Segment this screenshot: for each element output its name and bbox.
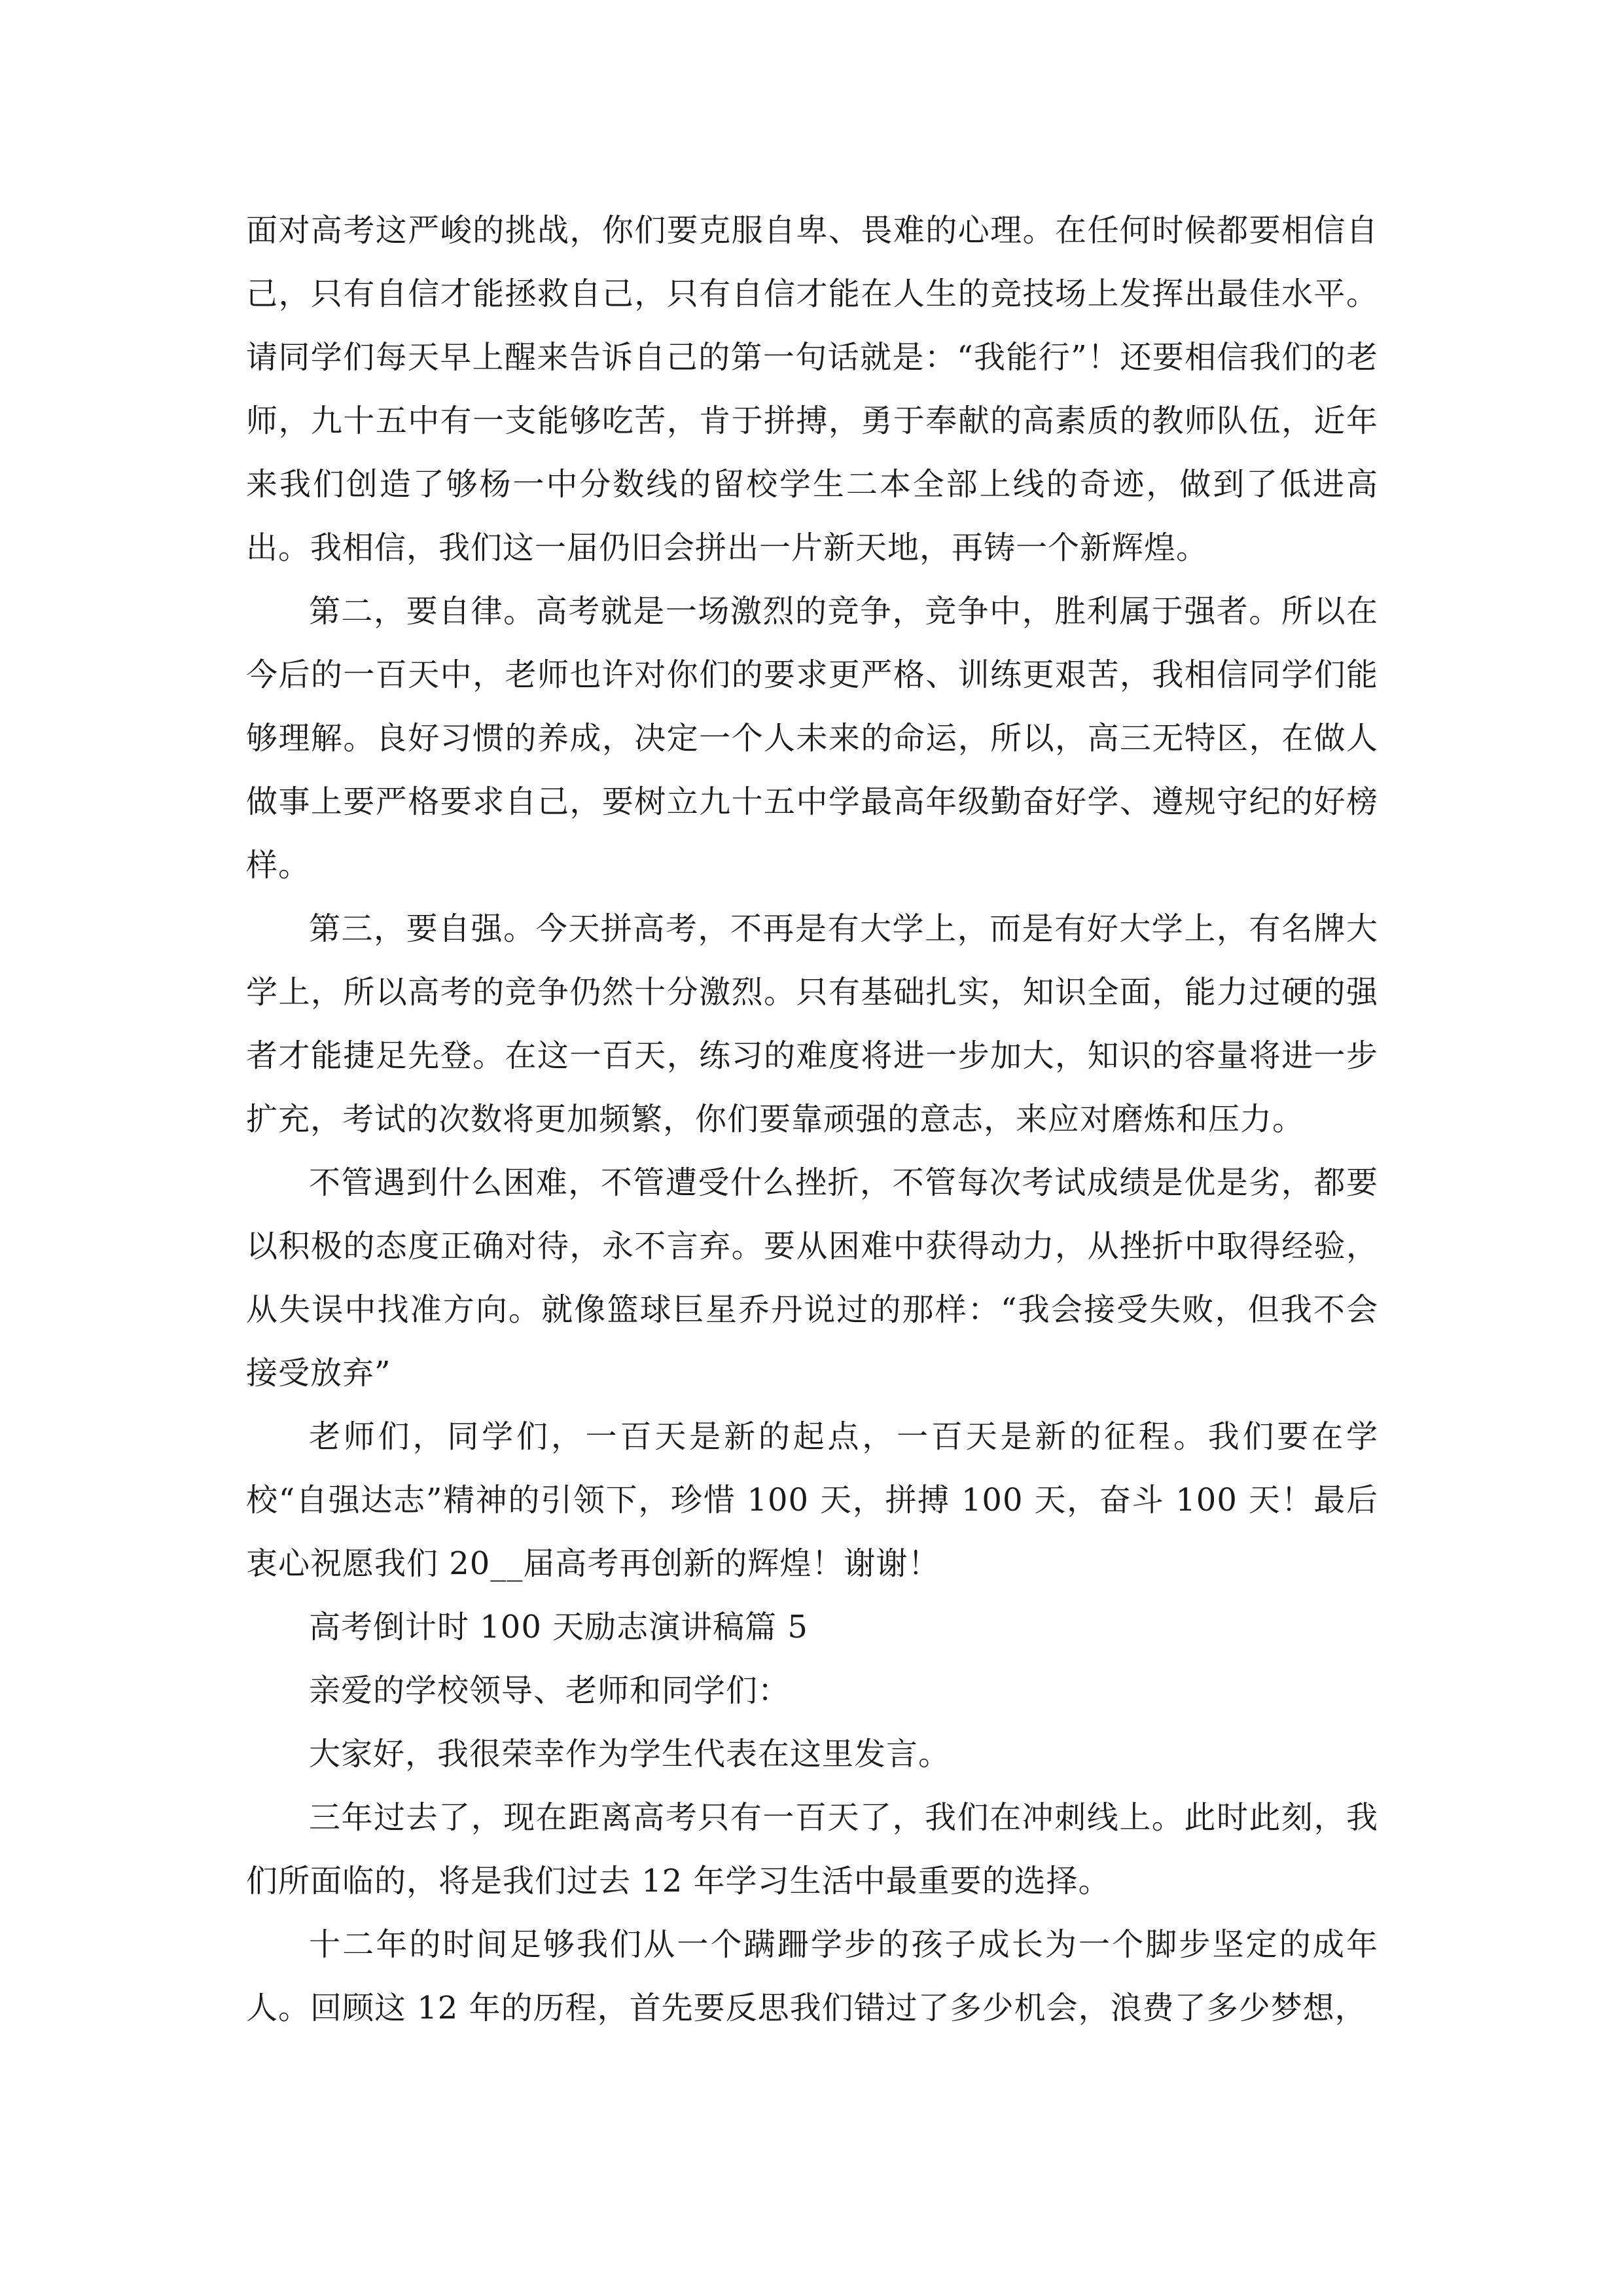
salutation: 亲爱的学校领导、老师和同学们： bbox=[309, 1672, 791, 1709]
paragraph-three-years: 三年过去了，现在距离高考只有一百天了，我们在冲刺线上。此时此刻，我们所面临的，将是我们过去 12 年学习生活中最重要的选择。 bbox=[246, 1799, 1378, 1899]
paragraph-confidence: 面对高考这严峻的挑战，你们要克服自卑、畏难的心理。在任何时候都要相信自己，只有自信才能拯救自己，只有自信才能在人生的竞技场上发挥出最佳水平。请同学们每天早上醒来告诉自己的第一句话就是：“我能行”！还要相信我们的老师，九十五中有一支能够吃苦，肯于拼搏，勇于奉献的高素质的教师队伍，近年来我们创造了够杨一中分数线的留校学生二本全部上线的奇迹，做到了低进高出。我相信，我们这一届仍旧会拼出一片新天地，再铸一个新辉煌。 bbox=[246, 212, 1378, 566]
paragraph-greeting: 大家好，我很荣幸作为学生代表在这里发言。 bbox=[309, 1736, 951, 1772]
paragraph-twelve-years: 十二年的时间足够我们从一个蹒跚学步的孩子成长为一个脚步坚定的成年人。回顾这 12 年的历程，首先要反思我们错过了多少机会，浪费了多少梦想， bbox=[246, 1926, 1378, 2026]
paragraph-self-discipline: 第二，要自律。高考就是一场激烈的竞争，竞争中，胜利属于强者。所以在今后的一百天中，老师也许对你们的要求更严格、训练更艰苦，我相信同学们能够理解。良好习惯的养成，决定一个人未来的命运，所以，高三无特区，在做人做事上要严格要求自己，要树立九十五中学最高年级勤奋好学、遵规守纪的好榜样。 bbox=[246, 593, 1378, 884]
document-body bbox=[246, 199, 1378, 2040]
paragraph-self-strength: 第三，要自强。今天拼高考，不再是有大学上，而是有好大学上，有名牌大学上，所以高考的竞争仍然十分激烈。只有基础扎实，知识全面，能力过硬的强者才能捷足先登。在这一百天，练习的难度将进一步加大，知识的容量将进一步扩充，考试的次数将更加频繁，你们要靠顽强的意志，来应对磨炼和压力。 bbox=[246, 910, 1378, 1138]
paragraph-never-give-up: 不管遇到什么困难，不管遭受什么挫折，不管每次考试成绩是优是劣，都要以积极的态度正确对待，永不言弃。要从困难中获得动力，从挫折中取得经验，从失误中找准方向。就像篮球巨星乔丹说过的那样：“我会接受失败，但我不会接受放弃” bbox=[246, 1164, 1378, 1391]
section-title: 高考倒计时 100 天励志演讲稿篇 5 bbox=[309, 1609, 808, 1645]
paragraph-closing-wishes: 老师们，同学们，一百天是新的起点，一百天是新的征程。我们要在学校“自强达志”精神的引领下，珍惜 100 天，拼搏 100 天，奋斗 100 天！最后衷心祝愿我们 20__届高考再创新的辉煌！谢谢！ bbox=[246, 1418, 1378, 1582]
